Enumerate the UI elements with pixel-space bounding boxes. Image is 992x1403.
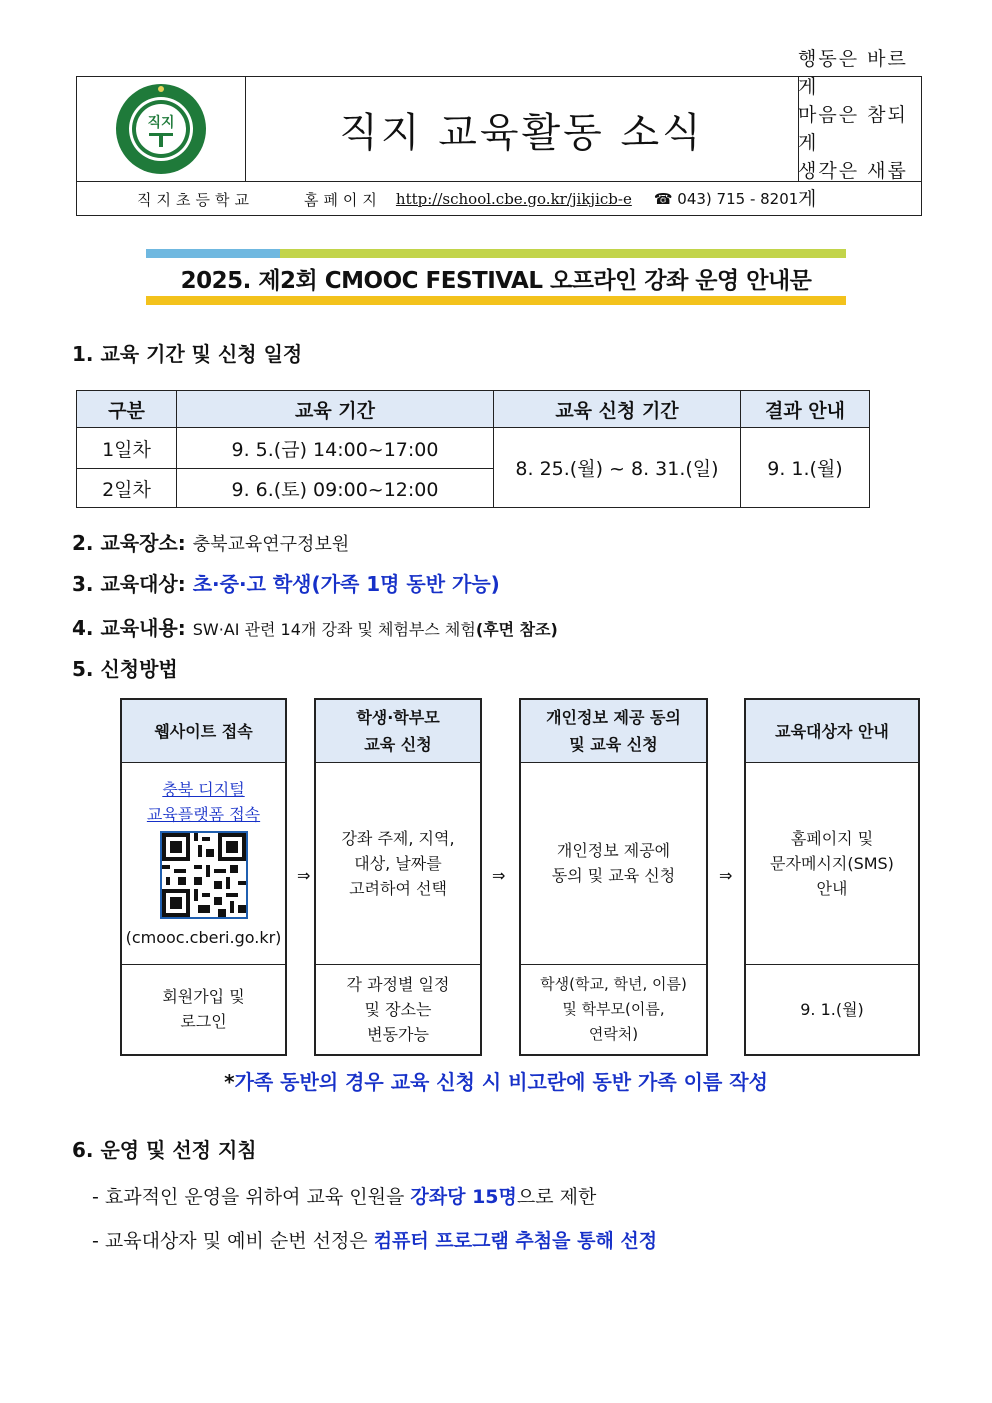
homepage-label: 홈페이지 [303,190,382,209]
motto-line: 생각은 새롭게 [798,160,908,210]
step-title: 웹사이트 접속 [122,700,285,763]
step-title [316,700,480,763]
period-cell: 9. 6.(토) 09:00~12:00 [177,469,494,508]
school-name: 직지초등학교 [137,190,254,209]
qr-code-icon [160,831,248,919]
motto-line: 행동은 바르게 [798,48,908,98]
banner-bar-green [280,249,846,258]
section-2-value: 충북교육연구정보원 [192,534,350,555]
platform-link[interactable]: 충북 디지털 [162,779,245,799]
arrow-icon: ⇒ [492,866,506,885]
document-title: 2025. 제2회 CMOOC FESTIVAL 오프라인 강좌 운영 안내문 [180,268,812,294]
logo-cell [77,77,246,181]
step-body [316,762,480,965]
body-line: 고려하여 선택 [349,878,447,898]
col-header: 교육 기간 [177,391,494,428]
arrow-icon: ⇒ [297,866,311,885]
guideline-emphasis: 강좌당 15명 [410,1186,517,1208]
footer-line: 및 장소는 [364,999,432,1019]
banner-bar-yellow [146,296,846,305]
title-line: 및 교육 신청 [569,735,658,754]
step-footer [521,964,706,1054]
title-line: 개인정보 제공 동의 [546,708,681,727]
platform-link[interactable]: 교육플랫폼 접속 [146,804,261,824]
motto [798,48,921,210]
step-footer [122,964,285,1054]
phone-number: 043) 715 - 8201 [677,190,799,208]
section-6-heading: 6. 운영 및 선정 지침 [72,1138,257,1162]
newsletter-title-cell [245,77,799,181]
body-line: 문자메시지(SMS) [770,853,894,873]
step-apply [314,698,482,1056]
step-notify [744,698,920,1056]
day-cell: 2일차 [77,469,177,508]
step-body [122,762,285,965]
footer-line: 변동가능 [367,1024,429,1044]
footer-line: 9. 1.(월) [800,999,864,1019]
footer-line: 및 학부모(이름, [562,999,665,1018]
body-line: 강좌 주제, 지역, [341,828,455,848]
step-footer [316,964,480,1054]
section-2-label: 2. 교육장소: [72,531,186,555]
schedule-table [76,390,870,508]
phone-info [654,190,798,208]
school-logo [77,77,245,181]
guideline-2 [92,1226,657,1253]
homepage-link[interactable]: http://school.cbe.go.kr/jikjicb-e [395,190,632,208]
body-line: 개인정보 제공에 [556,841,671,860]
table-row [77,428,870,469]
body-line: 홈페이지 및 [790,828,874,848]
guideline-1 [92,1182,596,1209]
section-4 [72,612,558,641]
result-cell: 9. 1.(월) [741,428,870,508]
note-star: * [224,1070,235,1094]
section-3-value: 초·중·고 학생(가족 1명 동반 가능) [192,572,500,596]
section-4-note: (후면 참조) [475,620,558,639]
footer-line: 연락처) [588,1024,639,1043]
motto-line: 마음은 참되게 [798,104,908,154]
title-line: 학생·학부모 [356,708,440,727]
svg-text:직지: 직지 [147,115,175,131]
guideline-emphasis: 컴퓨터 프로그램 추첨을 통해 선정 [373,1230,658,1252]
section-3 [72,568,500,597]
title-line: 교육 신청 [364,735,432,754]
guideline-text: - 교육대상자 및 예비 순번 선정은 [92,1230,374,1252]
family-note [0,1066,992,1095]
step-body [746,762,918,965]
step-footer [746,964,918,1054]
step-consent [519,698,708,1056]
note-text: 가족 동반의 경우 교육 신청 시 비고란에 동반 가족 이름 작성 [234,1070,768,1094]
newsletter-title: 직지 교육활동 소식 [339,109,704,156]
apply-period-cell: 8. 25.(월) ~ 8. 31.(일) [494,428,741,508]
section-2 [72,527,349,556]
col-header: 결과 안내 [741,391,870,428]
step-title: 교육대상자 안내 [746,700,918,763]
body-line: 안내 [816,878,848,898]
header-box [76,48,922,216]
guideline-text: - 효과적인 운영을 위하여 교육 인원을 [92,1186,411,1208]
footer-line: 각 과정별 일정 [346,974,450,994]
body-line: 동의 및 교육 신청 [551,866,676,885]
col-header: 교육 신청 기간 [494,391,741,428]
col-header: 구분 [77,391,177,428]
section-3-label: 3. 교육대상: [72,572,186,596]
platform-url: (cmooc.cberi.go.kr) [125,927,282,947]
section-4-value: SW·AI 관련 14개 강좌 및 체험부스 체험 [192,620,476,639]
step-website [120,698,287,1056]
step-title [521,700,706,763]
section-4-label: 4. 교육내용: [72,616,186,640]
step-body [521,762,706,965]
phone-icon: ☎ [653,190,673,208]
footer-line: 학생(학교, 학년, 이름) [540,974,687,993]
period-cell: 9. 5.(금) 14:00~17:00 [177,428,494,469]
footer-line: 회원가입 및 [162,987,245,1006]
section-1-heading: 1. 교육 기간 및 신청 일정 [72,342,303,366]
guideline-text: 으로 제한 [516,1186,597,1208]
footer-line: 로그인 [180,1012,227,1031]
day-cell: 1일차 [77,428,177,469]
body-line: 대상, 날짜를 [354,853,442,873]
arrow-icon: ⇒ [719,866,733,885]
school-info-row [77,181,921,216]
banner-bar-blue [146,249,280,258]
section-5-heading: 5. 신청방법 [72,657,178,681]
